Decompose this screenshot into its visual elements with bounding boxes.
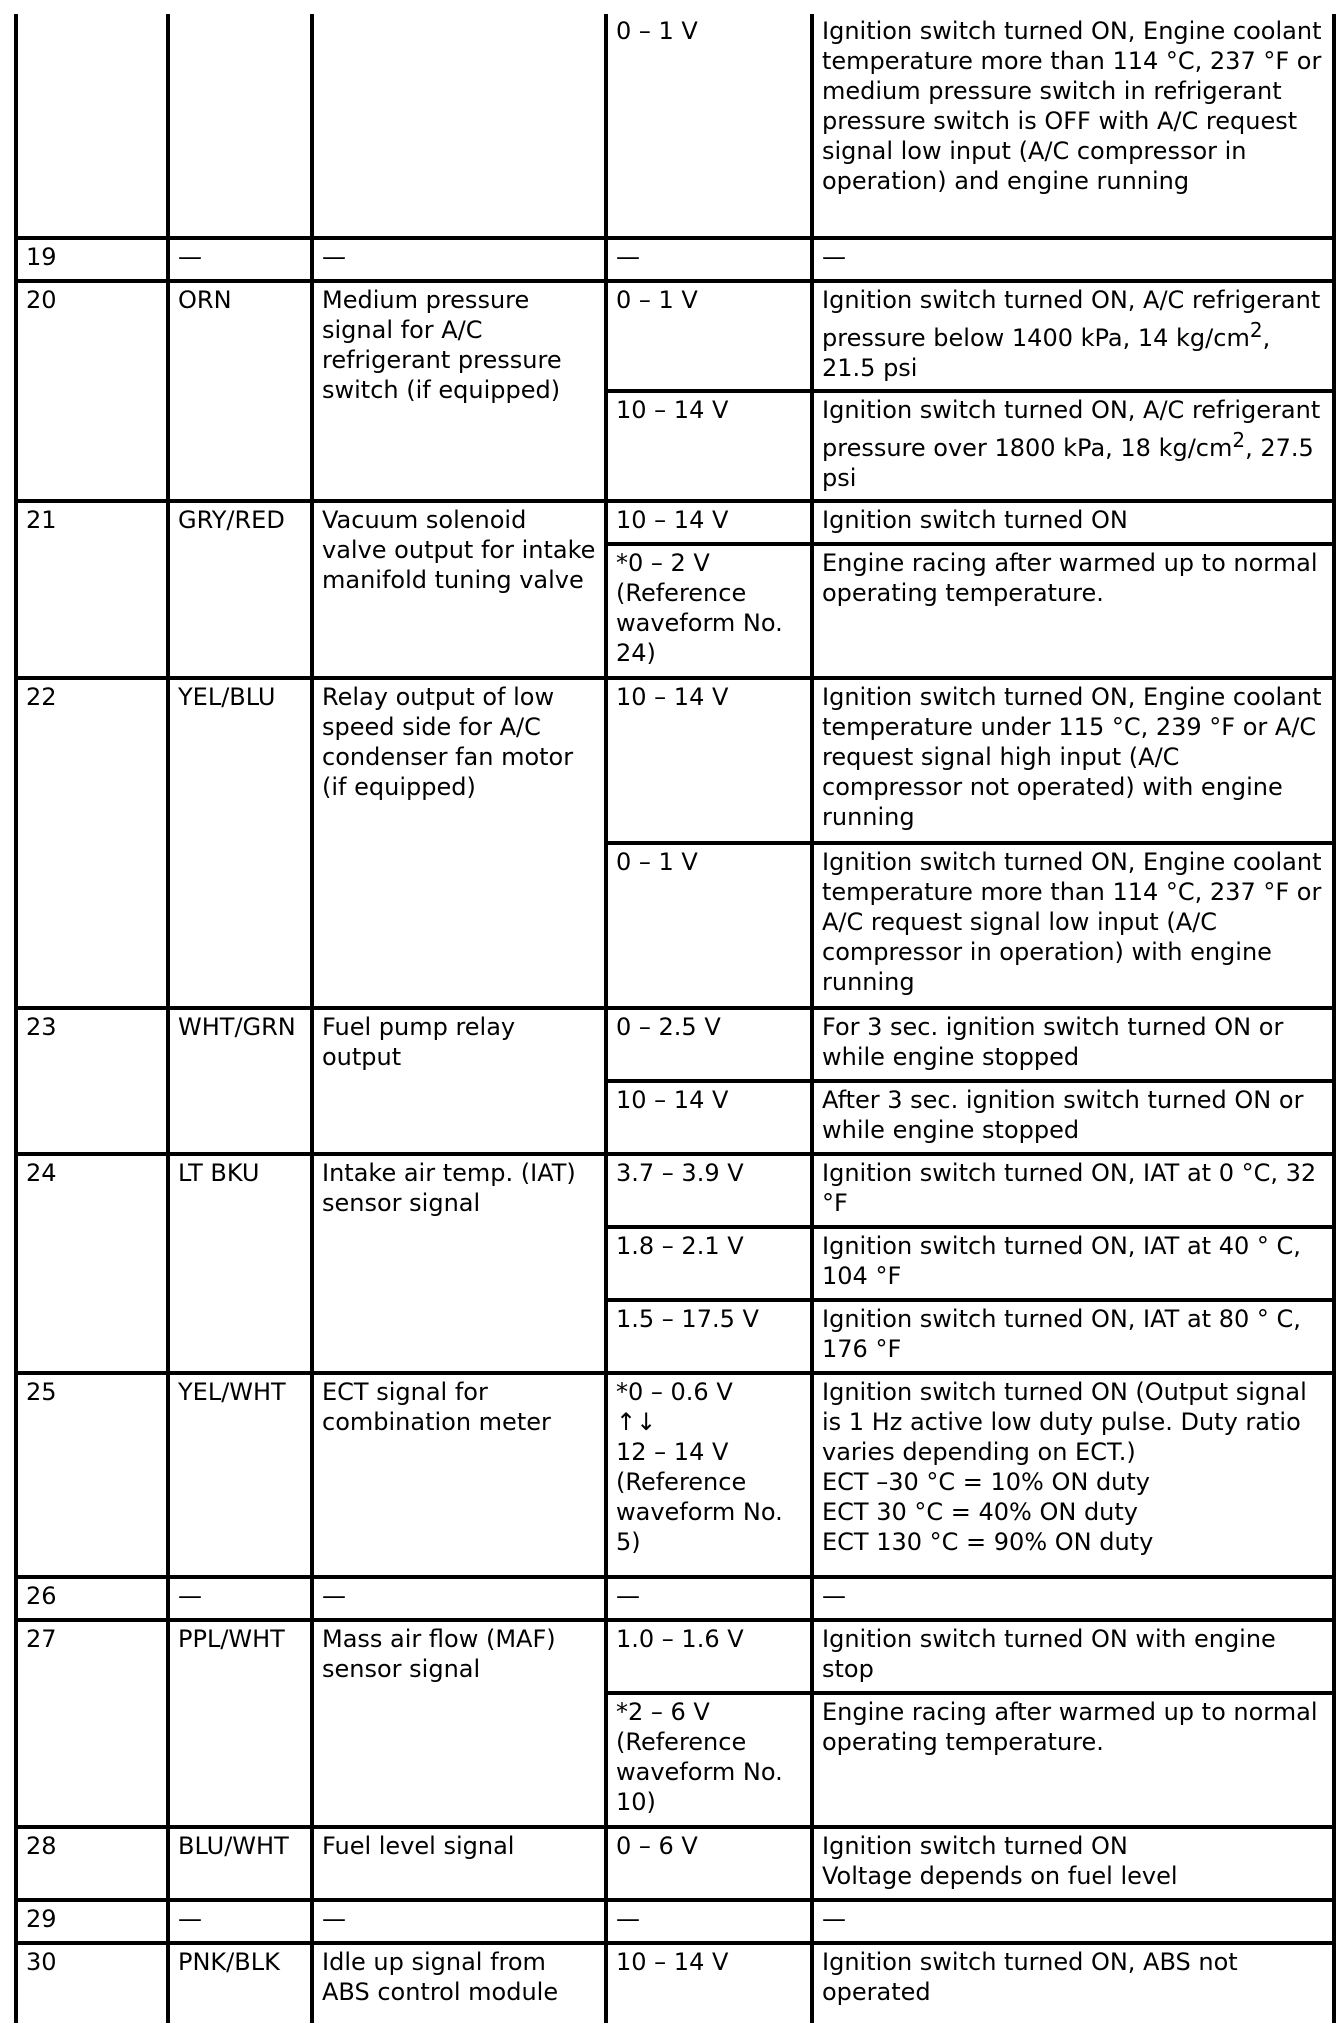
terminal-cell: 28 [16,1827,168,1900]
condition-line: ECT –30 °C = 10% ON duty [822,1468,1151,1496]
voltage-cell: 0 – 6 V [606,1827,812,1900]
terminal-cell: 27 [16,1620,168,1827]
terminal-cell: 24 [16,1154,168,1373]
condition-cell: Ignition switch turned ON, Engine coolant temperature under 115 °C, 239 °F or A/C request signal high input (A/C compressor not operated) with engine running [812,678,1334,843]
table-row [16,1827,1334,1900]
circuit-cell: ECT signal for combination meter [312,1373,606,1577]
voltage-cell: 10 – 14 V [606,678,812,843]
circuit-cell: — [312,1900,606,1943]
circuit-cell: Idle up signal from ABS control module [312,1943,606,2023]
condition-cell: Ignition switch turned ON, IAT at 80 ° C, 176 °F [812,1300,1334,1373]
table-row [16,1008,1334,1081]
voltage-cell: *2 – 6 V (Reference waveform No. 10) [606,1693,812,1827]
voltage-line: 12 – 14 V (Reference waveform No. 5) [616,1438,783,1556]
voltage-cell: 0 – 1 V [606,281,812,391]
voltage-cell: 1.5 – 17.5 V [606,1300,812,1373]
condition-line: ECT 130 °C = 90% ON duty [822,1528,1154,1556]
voltage-cell: 1.0 – 1.6 V [606,1620,812,1693]
voltage-cell: 10 – 14 V [606,501,812,544]
wire-color-cell: ORN [168,281,312,501]
condition-cell: Engine racing after warmed up to normal operating temperature. [812,1693,1334,1827]
wire-color-cell: LT BKU [168,1154,312,1373]
circuit-cell [312,14,606,238]
condition-cell: — [812,1900,1334,1943]
wire-color-cell: BLU/WHT [168,1827,312,1900]
condition-text: , 27.5 psi [822,434,1314,492]
condition-text: Ignition switch turned ON, A/C refrigerant pressure below 1400 kPa, 14 kg/cm [822,286,1321,352]
wire-color-cell: YEL/WHT [168,1373,312,1577]
condition-cell: Ignition switch turned ON, Engine coolant temperature more than 114 °C, 237 °F or A/C request signal low input (A/C compressor in operation) with engine running [812,843,1334,1008]
circuit-cell: Medium pressure signal for A/C refrigerant pressure switch (if equipped) [312,281,606,501]
condition-text: Ignition switch turned ON, A/C refrigerant pressure over 1800 kPa, 18 kg/cm [822,396,1321,462]
voltage-cell: — [606,1577,812,1620]
circuit-cell: Fuel level signal [312,1827,606,1900]
condition-cell: For 3 sec. ignition switch turned ON or while engine stopped [812,1008,1334,1081]
wire-color-cell: — [168,238,312,281]
condition-cell: Ignition switch turned ON [812,501,1334,544]
circuit-cell: Vacuum solenoid valve output for intake manifold tuning valve [312,501,606,678]
table-row [16,1620,1334,1693]
wire-color-cell: GRY/RED [168,501,312,678]
wire-color-cell: PNK/BLK [168,1943,312,2023]
voltage-cell: 0 – 2.5 V [606,1008,812,1081]
circuit-cell: — [312,238,606,281]
voltage-cell: 10 – 14 V [606,1081,812,1154]
condition-cell: Ignition switch turned ON, Engine coolant temperature more than 114 °C, 237 °F or medium pressure switch in refrigerant pressure switch is OFF with A/C request signal low input (A/C compressor in operation) and engine running [812,14,1334,238]
terminal-voltage-table [14,14,1336,2023]
voltage-cell: 10 – 14 V [606,1943,812,2023]
voltage-cell: 3.7 – 3.9 V [606,1154,812,1227]
table-row [16,14,1334,238]
terminal-cell: 30 [16,1943,168,2023]
condition-cell [812,1373,1334,1577]
condition-cell: Ignition switch turned ON, IAT at 40 ° C, 104 °F [812,1227,1334,1300]
condition-cell [812,1827,1334,1900]
terminal-cell: 19 [16,238,168,281]
terminal-cell: 22 [16,678,168,1008]
table-row [16,1577,1334,1620]
voltage-cell: *0 – 2 V (Reference waveform No. 24) [606,544,812,678]
table-row [16,1373,1334,1577]
voltage-line: *0 – 0.6 V [616,1378,733,1406]
voltage-cell: — [606,238,812,281]
condition-cell [812,391,1334,501]
condition-line: Ignition switch turned ON [822,1832,1128,1860]
voltage-cell: — [606,1900,812,1943]
condition-line: Voltage depends on fuel level [822,1862,1178,1890]
condition-cell: — [812,238,1334,281]
condition-cell: After 3 sec. ignition switch turned ON or while engine stopped [812,1081,1334,1154]
circuit-cell: Intake air temp. (IAT) sensor signal [312,1154,606,1373]
table-row [16,678,1334,843]
table-row [16,1900,1334,1943]
wire-color-cell: YEL/BLU [168,678,312,1008]
table-row [16,238,1334,281]
condition-line: Ignition switch turned ON (Output signal is 1 Hz active low duty pulse. Duty ratio varies depending on ECT.) [822,1378,1307,1466]
wire-color-cell: — [168,1900,312,1943]
voltage-cell: 0 – 1 V [606,14,812,238]
voltage-cell: 10 – 14 V [606,391,812,501]
wire-color-cell: WHT/GRN [168,1008,312,1154]
table-row [16,281,1334,391]
circuit-cell: — [312,1577,606,1620]
circuit-cell: Mass air flow (MAF) sensor signal [312,1620,606,1827]
table-row [16,1943,1334,2023]
voltage-cell: 1.8 – 2.1 V [606,1227,812,1300]
condition-cell: Ignition switch turned ON, IAT at 0 °C, 32 °F [812,1154,1334,1227]
circuit-cell: Fuel pump relay output [312,1008,606,1154]
wire-color-cell: — [168,1577,312,1620]
condition-line: ECT 30 °C = 40% ON duty [822,1498,1139,1526]
wire-color-cell [168,14,312,238]
terminal-cell: 26 [16,1577,168,1620]
terminal-cell: 23 [16,1008,168,1154]
wire-color-cell: PPL/WHT [168,1620,312,1827]
table-row [16,501,1334,544]
toggle-arrows: ↑↓ [616,1408,657,1436]
condition-cell: Ignition switch turned ON, ABS not operated [812,1943,1334,2023]
condition-cell: — [812,1577,1334,1620]
table-row [16,1154,1334,1227]
superscript: 2 [1232,428,1246,452]
circuit-cell: Relay output of low speed side for A/C condenser fan motor (if equipped) [312,678,606,1008]
terminal-cell: 25 [16,1373,168,1577]
voltage-cell [606,1373,812,1577]
condition-cell: Engine racing after warmed up to normal operating temperature. [812,544,1334,678]
condition-text: , 21.5 psi [822,324,1271,382]
superscript: 2 [1249,318,1263,342]
terminal-cell [16,14,168,238]
terminal-cell: 21 [16,501,168,678]
terminal-cell: 20 [16,281,168,501]
voltage-cell: 0 – 1 V [606,843,812,1008]
condition-cell: Ignition switch turned ON with engine stop [812,1620,1334,1693]
terminal-cell: 29 [16,1900,168,1943]
condition-cell [812,281,1334,391]
